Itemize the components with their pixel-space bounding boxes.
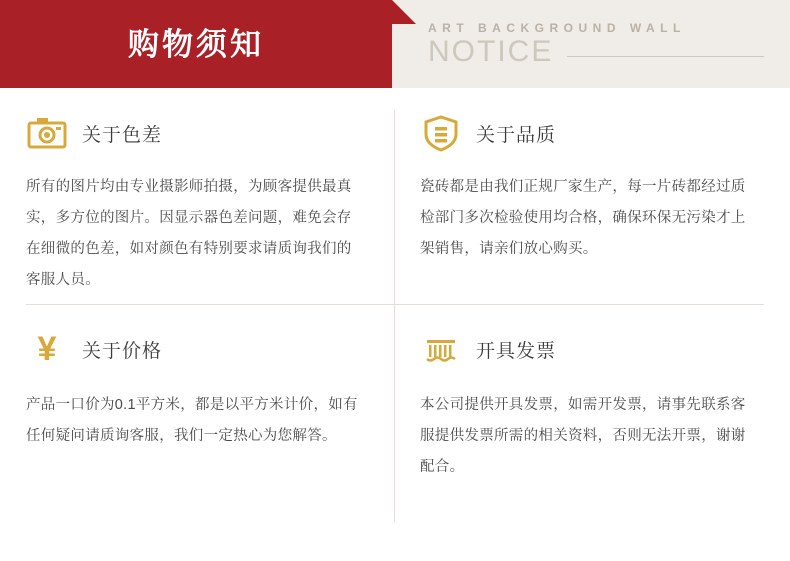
page-header (0, 0, 790, 88)
section-body: 产品一口价为0.1平方米，都是以平方米计价，如有任何疑问请质询客服，我们一定热心为您解答。 (26, 397, 358, 444)
section-header (26, 88, 368, 172)
section-body: 所有的图片均由专业摄影师拍摄，为顾客提供最真实，多方位的图片。因显示器色差问题，难免会存在细微的色差，如对颜色有特别要求请质询我们的客服人员。 (26, 179, 352, 288)
section-header (26, 304, 368, 388)
section-header (420, 88, 764, 172)
section-title: 关于色差 (82, 124, 163, 146)
header-subtitle-small: ART BACKGROUND WALL (428, 21, 686, 35)
notice-section-invoice (394, 304, 790, 520)
notice-section-price (0, 304, 394, 520)
yen-symbol: ¥ (37, 330, 57, 368)
section-title: 关于品质 (476, 124, 557, 146)
section-title: 关于价格 (82, 340, 163, 362)
notice-grid (0, 88, 790, 561)
section-body: 本公司提供开具发票，如需开发票，请事先联系客服提供发票所需的相关资料，否则无法开票，谢谢配合。 (420, 397, 746, 475)
header-subtitle-area (392, 0, 790, 88)
page-title: 购物须知 (128, 26, 264, 62)
notice-section-color (0, 88, 394, 304)
invoice-icon (420, 328, 462, 370)
section-title: 开具发票 (476, 340, 557, 362)
shield-quality-icon (420, 112, 462, 154)
header-divider-line (567, 56, 764, 57)
header-subtitle-row (428, 37, 790, 67)
yen-price-icon (26, 328, 68, 370)
section-header (420, 304, 764, 388)
header-corner-notch (392, 0, 416, 24)
header-subtitle-big: NOTICE (428, 35, 554, 68)
header-red-banner (0, 0, 392, 88)
section-body: 瓷砖都是由我们正规厂家生产，每一片砖都经过质检部门多次检验使用均合格，确保环保无污染才上架销售，请亲们放心购买。 (420, 179, 746, 257)
notice-section-quality (394, 88, 790, 304)
camera-icon (26, 112, 68, 154)
